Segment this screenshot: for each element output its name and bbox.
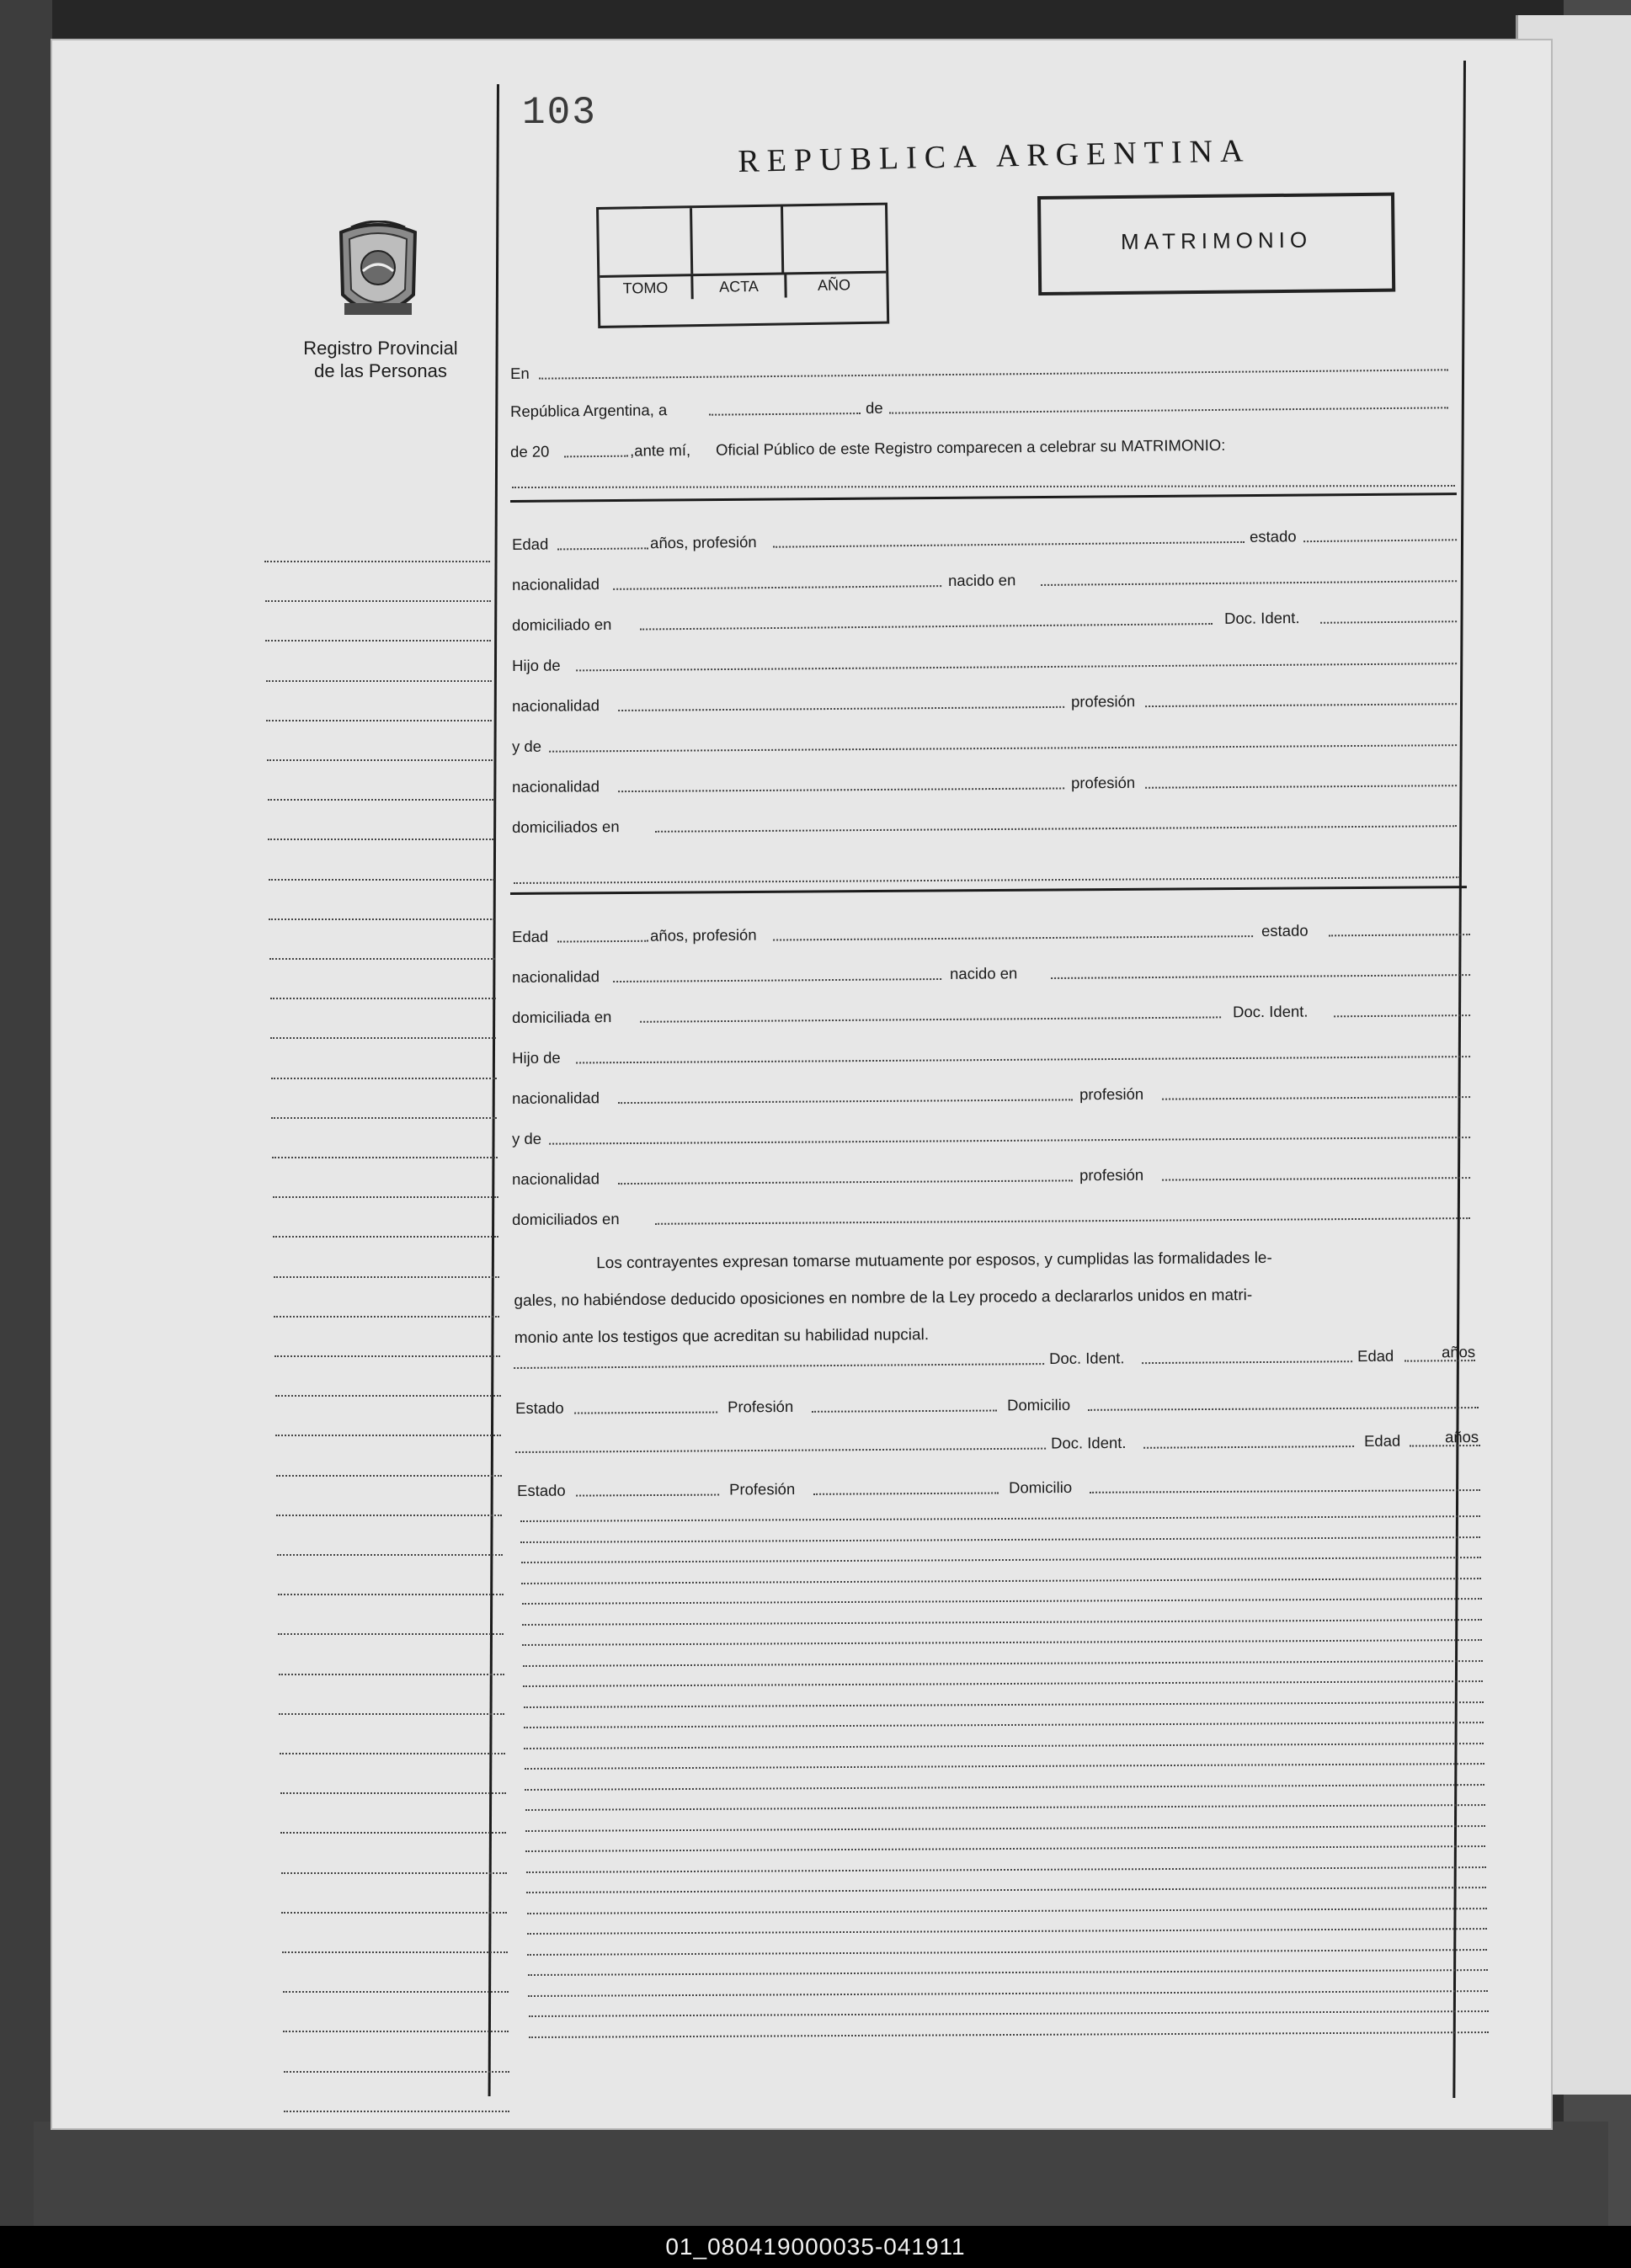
intro-date-fill (709, 413, 861, 416)
sidebar-ruled-line (273, 1196, 498, 1198)
right-margin-rule (1452, 61, 1466, 2098)
sidebar-ruled-line (276, 1515, 502, 1516)
sidebar-ruled-line (278, 1594, 504, 1595)
spouse1-padre-nac-fill (618, 706, 1064, 711)
witness2-estado-fill (576, 1494, 719, 1497)
notes-ruled-line (523, 1660, 1483, 1667)
witness2-edad-label: Edad (1363, 1431, 1401, 1450)
witness1-edad-label: Edad (1357, 1346, 1394, 1366)
acta-cell (690, 207, 784, 274)
record-type-label: MATRIMONIO (1120, 226, 1313, 254)
witness1-name-fill (514, 1363, 1044, 1369)
spouse2-madre-nac-label: nacionalidad (512, 1169, 600, 1188)
spouse2-row-nacionalidad (512, 961, 1472, 986)
acta-label: ACTA (693, 274, 786, 299)
intro-row-1 (510, 355, 1453, 382)
intro-year-fill (564, 455, 628, 458)
notes-ruled-line (524, 1743, 1484, 1749)
spouse1-profesion-fill (773, 541, 1245, 548)
spouse1-madre-prof-label: profesión (1070, 773, 1136, 792)
intro-year-label: de 20 (510, 442, 550, 461)
spouse2-yde-fill (549, 1137, 1470, 1145)
sidebar-ruled-line (275, 1395, 501, 1397)
spouse2-estado-label: estado (1261, 921, 1309, 940)
notes-ruled-line (522, 1619, 1482, 1626)
spouse1-doc-fill (1320, 620, 1457, 624)
declaration-line-1: Los contrayentes expresan tomarse mutuamente por esposos, y cumplidas las formalidades le- (596, 1248, 1272, 1273)
witness1-doc-label: Doc. Ident. (1048, 1349, 1125, 1368)
notes-ruled-line (529, 2010, 1489, 2017)
spouse2-domiciliada-fill (640, 1016, 1221, 1022)
sidebar-ruled-line (275, 1435, 501, 1436)
spouse2-profesion-label: años, profesión (649, 925, 757, 945)
record-number: 103 (522, 91, 597, 135)
declaration-line-3: monio ante los testigos que acreditan su habilidad nupcial. (514, 1326, 930, 1347)
spouse1-profesion-label: años, profesión (649, 532, 757, 552)
registry-name (280, 337, 482, 382)
spouse2-nacido-fill (1051, 974, 1470, 979)
sidebar-ruled-line (276, 1475, 502, 1477)
spouse2-padre-nac-fill (618, 1099, 1073, 1104)
spouse1-row-padre-nac (512, 689, 1458, 715)
sidebar-ruled-line (271, 1117, 497, 1119)
spouse2-profesion-fill (773, 935, 1253, 940)
notes-ruled-line (520, 1536, 1480, 1543)
notes-ruled-line (522, 1639, 1482, 1646)
spouse2-madre-prof-label: profesión (1079, 1165, 1144, 1185)
spouse1-edad-label: Edad (512, 535, 549, 553)
sidebar-ruled-line (283, 2031, 509, 2032)
witness1-profesion-label: Profesión (727, 1397, 794, 1416)
tomo-acta-ano-grid (596, 203, 889, 328)
notes-ruled-line (526, 1887, 1486, 1893)
witness2-row-estado (517, 1476, 1480, 1499)
witness1-row-estado (515, 1393, 1479, 1417)
spouse1-yde-fill (549, 744, 1457, 753)
sidebar-ruled-line (279, 1674, 504, 1675)
witness2-anios-label: años (1444, 1428, 1479, 1446)
sidebar-ruled-line (267, 759, 493, 761)
notes-ruled-line (523, 1680, 1483, 1687)
notes-ruled-line (521, 1557, 1481, 1563)
sidebar-ruled-line (268, 799, 493, 801)
witness2-row-doc (515, 1428, 1479, 1452)
notes-ruled-line (521, 1578, 1481, 1584)
witness2-name-fill (515, 1448, 1046, 1453)
spouse2-padre-prof-label: profesión (1079, 1084, 1144, 1104)
witness1-doc-fill (1142, 1360, 1352, 1364)
sidebar-ruled-line (270, 998, 496, 999)
spouse1-doc-label: Doc. Ident. (1223, 609, 1300, 627)
sidebar-ruled-line (274, 1355, 500, 1357)
sidebar-ruled-line (279, 1713, 504, 1715)
intro-en-fill (539, 369, 1448, 379)
witness1-estado-fill (574, 1412, 717, 1414)
notes-ruled-line (524, 1722, 1484, 1728)
sidebar-ruled-line (277, 1554, 503, 1556)
declaration-line-2: gales, no habiéndose deducido oposiciones en nombre de la Ley procedo a declararlos unidos en matri- (514, 1286, 1253, 1310)
spouse1-nacionalidad-label: nacionalidad (512, 575, 600, 594)
spouse2-row-edad (512, 920, 1472, 945)
spouse2-estado-fill (1329, 934, 1470, 936)
sidebar-ruled-line (265, 600, 491, 602)
spouse2-nacionalidad-fill (613, 978, 941, 982)
spouse1-domiciliados-fill (655, 825, 1457, 833)
witness2-profesion-fill (813, 1493, 999, 1495)
sidebar-ruled-line (281, 1912, 507, 1914)
notes-ruled-line (525, 1825, 1485, 1832)
record-type-box (1037, 193, 1395, 295)
spouse1-nacido-label: nacido en (947, 571, 1016, 590)
spouse2-domiciliados-fill (655, 1217, 1470, 1225)
sidebar-ruled-line (284, 2071, 509, 2073)
background-bottom (34, 2122, 1608, 2226)
sidebar-ruled-line (283, 1991, 509, 1993)
spouse2-domiciliada-label: domiciliada en (512, 1008, 612, 1026)
intro-ante-label: ,ante mí, (629, 440, 691, 460)
spouse2-yde-label: y de (512, 1129, 542, 1147)
witness1-anios-label: años (1441, 1343, 1476, 1361)
spouse1-yde-label: y de (512, 737, 542, 755)
spouse1-row-nacionalidad (512, 567, 1458, 594)
spouse1-estado-label: estado (1249, 527, 1297, 546)
sidebar-ruled-line (282, 1951, 508, 1953)
sidebar-ruled-line (281, 1872, 507, 1874)
intro-extra-line (512, 485, 1455, 488)
sidebar-ruled-line (271, 1078, 497, 1079)
witness1-domicilio-label: Domicilio (1006, 1395, 1071, 1414)
notes-ruled-line (528, 1969, 1488, 1976)
notes-ruled-line (520, 1515, 1480, 1522)
spouse1-hijo-label: Hijo de (512, 656, 561, 674)
witness2-estado-label: Estado (517, 1481, 566, 1499)
sidebar-ruled-line (270, 1037, 496, 1039)
spouse2-madre-nac-fill (618, 1179, 1073, 1185)
spouse2-padre-nac-label: nacionalidad (512, 1089, 600, 1107)
tomo-label: TOMO (600, 275, 693, 301)
spouse1-row-madre-nac (512, 771, 1458, 796)
witness2-doc-fill (1143, 1445, 1354, 1449)
sidebar-ruled-line (265, 640, 491, 642)
tomo-cell (599, 208, 693, 275)
sidebar-ruled-line (264, 561, 490, 562)
declaration-paragraph (514, 1238, 1474, 1357)
notes-ruled-line (528, 1990, 1488, 1997)
notes-ruled-line (527, 1908, 1487, 1914)
background-left (0, 0, 52, 2231)
spouse2-edad-label: Edad (512, 927, 549, 945)
spouse2-row-padre-nac (512, 1083, 1472, 1107)
spouse2-hijo-label: Hijo de (512, 1048, 561, 1067)
spouse1-hijo-fill (576, 663, 1457, 671)
witness2-domicilio-label: Domicilio (1008, 1477, 1073, 1497)
spouse1-madre-prof-fill (1145, 785, 1457, 789)
sidebar-ruled-line (269, 879, 494, 881)
spouse2-row-domicilio (512, 1001, 1472, 1026)
notes-ruled-line (525, 1845, 1485, 1852)
spouse2-row-domiciliados (512, 1204, 1472, 1228)
spouse1-madre-nac-label: nacionalidad (512, 777, 600, 796)
sidebar-ruled-line (269, 958, 495, 960)
sidebar-ruled-line (274, 1316, 499, 1318)
document-title: REPUBLICA ARGENTINA (738, 133, 1251, 179)
spouse1-extra-line (514, 876, 1460, 884)
intro-oficial-text: Oficial Público de este Registro comparecen a celebrar su MATRIMONIO: (715, 435, 1226, 459)
document-page (52, 40, 1551, 2128)
witness1-domicilio-fill (1088, 1407, 1479, 1411)
spouse2-domiciliados-label: domiciliados en (512, 1210, 620, 1228)
spouse2-madre-prof-fill (1162, 1177, 1470, 1181)
intro-republica-label: República Argentina, a (510, 401, 668, 420)
notes-ruled-line (522, 1598, 1482, 1605)
ano-label: AÑO (817, 276, 851, 294)
notes-ruled-line (525, 1763, 1484, 1770)
registry-line-2: de las Personas (314, 360, 447, 381)
sidebar-ruled-line (274, 1276, 499, 1278)
spouse2-divider (510, 886, 1467, 895)
spouse2-padre-prof-fill (1162, 1096, 1470, 1100)
intro-en-label: En (510, 364, 530, 382)
witness1-profesion-fill (812, 1410, 997, 1413)
intro-de-label: de (865, 398, 883, 417)
spouse2-doc-fill (1334, 1014, 1470, 1017)
spouse1-domiciliados-label: domiciliados en (512, 817, 620, 836)
spouse1-edad-fill (557, 547, 648, 550)
image-filename: 01_080419000035-041911 (665, 2233, 966, 2260)
notes-ruled-line (524, 1701, 1484, 1708)
sidebar-ruled-line (280, 1832, 506, 1834)
spouse1-madre-nac-fill (618, 787, 1064, 792)
notes-ruled-line (525, 1804, 1485, 1811)
spouse1-estado-fill (1303, 539, 1457, 542)
spouse1-nacido-fill (1041, 580, 1457, 586)
witness1-estado-label: Estado (515, 1398, 564, 1417)
intro-month-fill (889, 407, 1448, 413)
spouse2-row-madre-nac (512, 1163, 1472, 1188)
spouse1-divider (510, 492, 1457, 503)
sidebar-ruled-line (280, 1753, 505, 1754)
sidebar-ruled-line (268, 839, 493, 840)
spouse1-nacionalidad-fill (613, 585, 941, 590)
sidebar-ruled-line (280, 1792, 506, 1794)
intro-row-3 (510, 434, 1453, 461)
intro-row-2 (510, 393, 1453, 420)
province-seal-icon (334, 221, 422, 330)
spouse1-domiciliado-fill (640, 623, 1213, 631)
spouse1-padre-prof-label: profesión (1070, 692, 1136, 711)
sidebar-ruled-line (266, 720, 492, 721)
sidebar-ruled-line (284, 2111, 509, 2112)
spouse2-nacido-label: nacido en (949, 964, 1018, 982)
spouse1-row-domiciliados (512, 812, 1458, 836)
notes-ruled-line (525, 1784, 1484, 1791)
spouse2-hijo-fill (576, 1056, 1470, 1063)
witness2-domicilio-fill (1090, 1489, 1480, 1493)
sidebar-ruled-line (269, 918, 494, 920)
spouse2-doc-label: Doc. Ident. (1232, 1002, 1309, 1021)
notes-ruled-line (529, 2031, 1489, 2038)
spouse1-row-hijo (512, 649, 1458, 674)
notes-ruled-line (526, 1866, 1486, 1873)
sidebar-ruled-line (278, 1633, 504, 1635)
notes-ruled-line (527, 1928, 1487, 1935)
spouse1-row-domicilio (512, 607, 1458, 634)
registry-line-1: Registro Provincial (303, 338, 458, 359)
spouse1-row-edad (512, 525, 1458, 553)
spouse2-edad-fill (557, 940, 648, 943)
witness2-doc-label: Doc. Ident. (1050, 1433, 1127, 1452)
spouse2-row-hijo (512, 1042, 1472, 1067)
spouse2-nacionalidad-label: nacionalidad (512, 967, 600, 986)
spouse1-domiciliado-label: domiciliado en (512, 615, 612, 634)
sidebar-ruled-line (272, 1157, 498, 1158)
notes-ruled-line (527, 1949, 1487, 1956)
spouse2-row-yde (512, 1123, 1472, 1147)
spouse1-padre-prof-fill (1145, 703, 1457, 707)
spouse1-row-yde (512, 731, 1458, 755)
sidebar-ruled-line (266, 680, 492, 682)
spouse1-padre-nac-label: nacionalidad (512, 696, 600, 715)
sidebar-ruled-line (273, 1236, 498, 1238)
left-margin-rule (488, 84, 499, 2096)
witness2-profesion-label: Profesión (728, 1479, 796, 1499)
